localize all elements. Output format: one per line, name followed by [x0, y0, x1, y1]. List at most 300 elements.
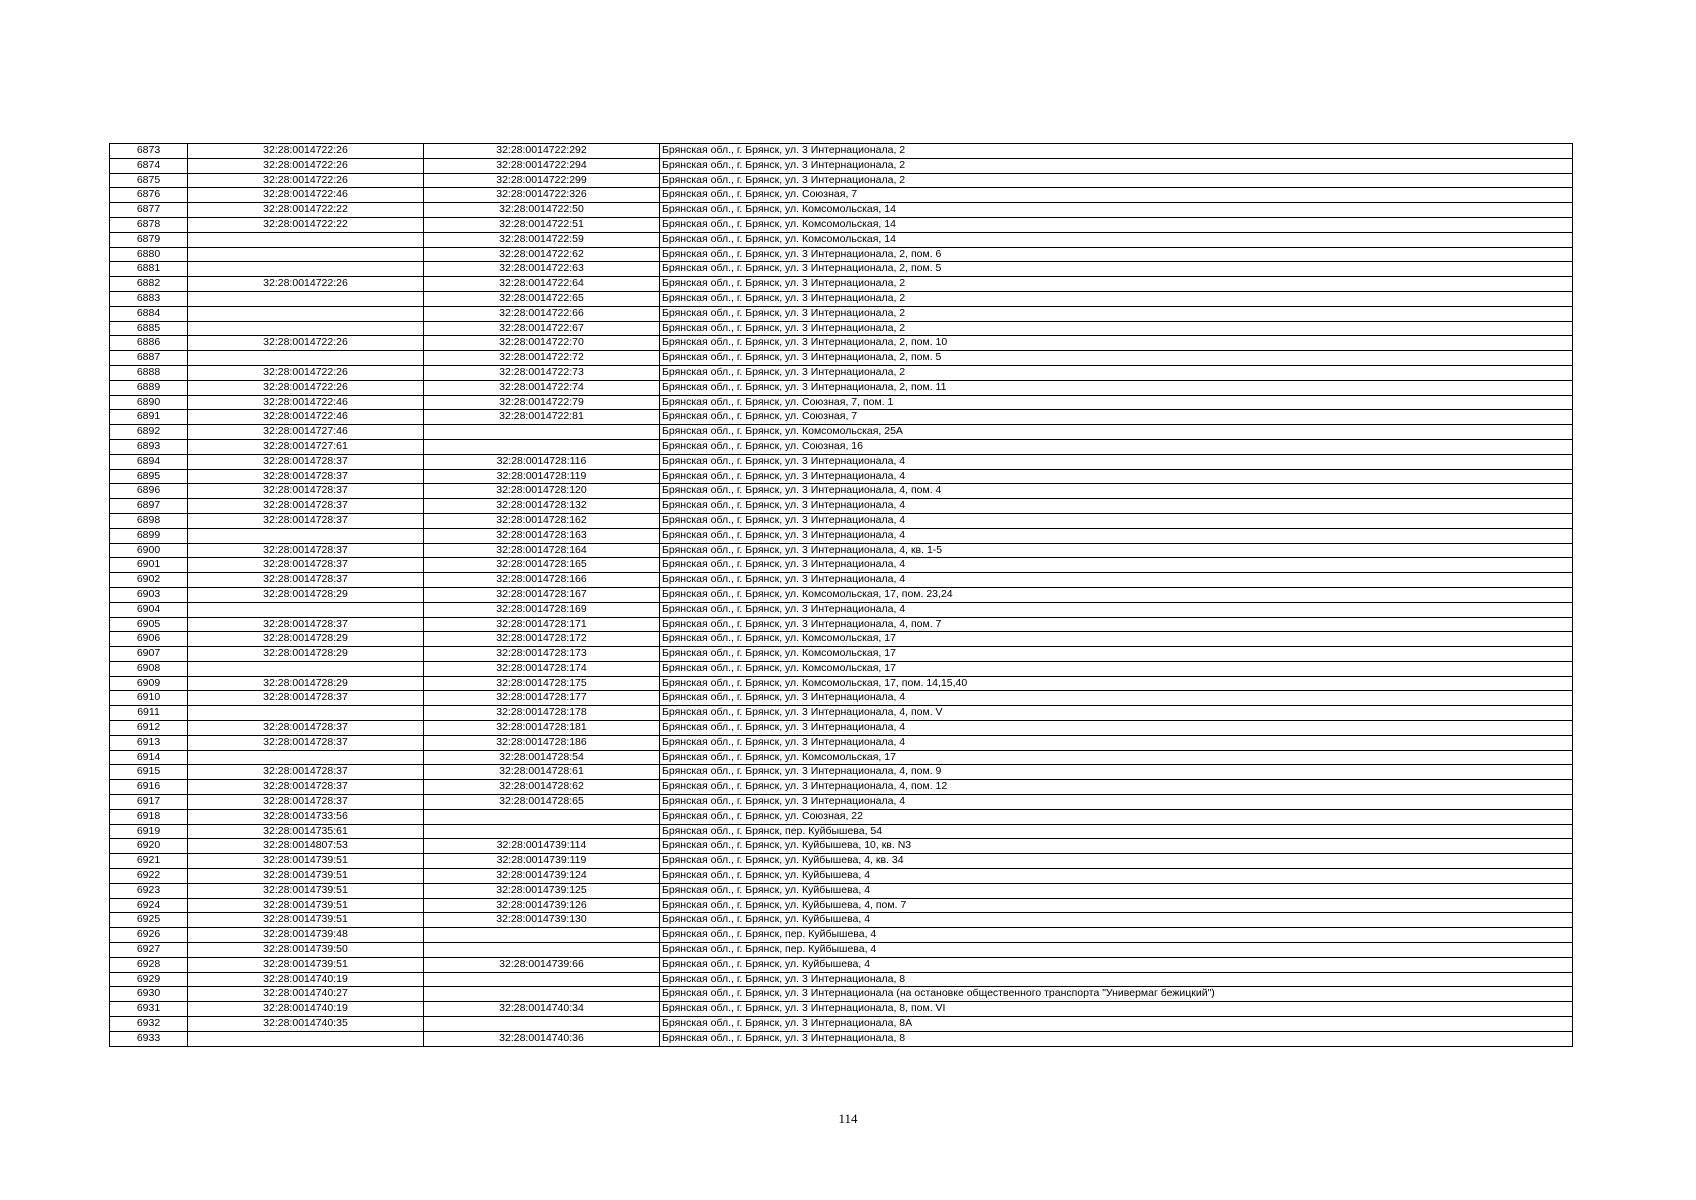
parcel-number-cell: 32:28:0014728:37 — [188, 573, 424, 588]
address-cell: Брянская обл., г. Брянск, ул. 3 Интернационала (на остановке общественного транспорта "Универмаг бежицкий") — [660, 987, 1573, 1002]
address-cell: Брянская обл., г. Брянск, ул. 3 Интернационала, 4 — [660, 558, 1573, 573]
parcel-number-cell — [188, 706, 424, 721]
object-number-cell: 32:28:0014728:54 — [424, 750, 660, 765]
row-number-cell: 6898 — [110, 513, 188, 528]
table-body — [110, 144, 1573, 1047]
object-number-cell: 32:28:0014740:34 — [424, 1002, 660, 1017]
address-cell: Брянская обл., г. Брянск, ул. 3 Интернационала, 2, пом. 5 — [660, 262, 1573, 277]
object-number-cell: 32:28:0014728:61 — [424, 765, 660, 780]
table-row — [110, 351, 1573, 366]
row-number-cell: 6907 — [110, 647, 188, 662]
table-row — [110, 795, 1573, 810]
object-number-cell: 32:28:0014722:62 — [424, 247, 660, 262]
row-number-cell: 6899 — [110, 528, 188, 543]
address-cell: Брянская обл., г. Брянск, ул. 3 Интернационала, 4 — [660, 795, 1573, 810]
address-cell: Брянская обл., г. Брянск, ул. 3 Интернационала, 2, пом. 6 — [660, 247, 1573, 262]
address-cell: Брянская обл., г. Брянск, ул. 3 Интернационала, 4 — [660, 602, 1573, 617]
address-cell: Брянская обл., г. Брянск, ул. Комсомольская, 17 — [660, 647, 1573, 662]
row-number-cell: 6901 — [110, 558, 188, 573]
row-number-cell: 6874 — [110, 158, 188, 173]
table-row — [110, 1017, 1573, 1032]
object-number-cell: 32:28:0014739:125 — [424, 883, 660, 898]
table-row — [110, 913, 1573, 928]
row-number-cell: 6930 — [110, 987, 188, 1002]
address-cell: Брянская обл., г. Брянск, ул. Союзная, 16 — [660, 439, 1573, 454]
object-number-cell: 32:28:0014739:66 — [424, 957, 660, 972]
row-number-cell: 6922 — [110, 869, 188, 884]
table-row — [110, 217, 1573, 232]
row-number-cell: 6875 — [110, 173, 188, 188]
address-cell: Брянская обл., г. Брянск, ул. 3 Интернационала, 8 — [660, 1031, 1573, 1046]
table-row — [110, 883, 1573, 898]
row-number-cell: 6920 — [110, 839, 188, 854]
parcel-number-cell: 32:28:0014739:51 — [188, 957, 424, 972]
table-row — [110, 735, 1573, 750]
row-number-cell: 6916 — [110, 780, 188, 795]
parcel-number-cell: 32:28:0014727:61 — [188, 439, 424, 454]
parcel-number-cell: 32:28:0014740:35 — [188, 1017, 424, 1032]
object-number-cell: 32:28:0014740:36 — [424, 1031, 660, 1046]
parcel-number-cell — [188, 291, 424, 306]
object-number-cell: 32:28:0014728:164 — [424, 543, 660, 558]
table-row — [110, 395, 1573, 410]
row-number-cell: 6914 — [110, 750, 188, 765]
address-cell: Брянская обл., г. Брянск, ул. 3 Интернационала, 4, пом. 7 — [660, 617, 1573, 632]
page-number: 114 — [838, 1111, 858, 1126]
address-cell: Брянская обл., г. Брянск, ул. 3 Интернационала, 2 — [660, 291, 1573, 306]
row-number-cell: 6909 — [110, 676, 188, 691]
address-cell: Брянская обл., г. Брянск, ул. Союзная, 7, пом. 1 — [660, 395, 1573, 410]
table-row — [110, 277, 1573, 292]
object-number-cell — [424, 987, 660, 1002]
address-cell: Брянская обл., г. Брянск, ул. Комсомольская, 14 — [660, 217, 1573, 232]
table-row — [110, 410, 1573, 425]
table-row — [110, 158, 1573, 173]
table-row — [110, 750, 1573, 765]
object-number-cell: 32:28:0014728:177 — [424, 691, 660, 706]
address-cell: Брянская обл., г. Брянск, ул. Куйбышева, 4, пом. 7 — [660, 898, 1573, 913]
address-cell: Брянская обл., г. Брянск, ул. 3 Интернационала, 2 — [660, 158, 1573, 173]
row-number-cell: 6893 — [110, 439, 188, 454]
row-number-cell: 6884 — [110, 306, 188, 321]
row-number-cell: 6885 — [110, 321, 188, 336]
object-number-cell: 32:28:0014739:130 — [424, 913, 660, 928]
parcel-number-cell: 32:28:0014722:26 — [188, 158, 424, 173]
object-number-cell: 32:28:0014728:116 — [424, 454, 660, 469]
table-row — [110, 809, 1573, 824]
table-row — [110, 780, 1573, 795]
object-number-cell: 32:28:0014728:174 — [424, 661, 660, 676]
row-number-cell: 6886 — [110, 336, 188, 351]
row-number-cell: 6918 — [110, 809, 188, 824]
row-number-cell: 6882 — [110, 277, 188, 292]
table-row — [110, 943, 1573, 958]
address-cell: Брянская обл., г. Брянск, ул. 3 Интернационала, 4 — [660, 469, 1573, 484]
row-number-cell: 6908 — [110, 661, 188, 676]
table-row — [110, 558, 1573, 573]
object-number-cell — [424, 809, 660, 824]
object-number-cell: 32:28:0014722:70 — [424, 336, 660, 351]
row-number-cell: 6933 — [110, 1031, 188, 1046]
row-number-cell: 6928 — [110, 957, 188, 972]
parcel-number-cell: 32:28:0014722:26 — [188, 365, 424, 380]
row-number-cell: 6876 — [110, 188, 188, 203]
object-number-cell — [424, 943, 660, 958]
object-number-cell: 32:28:0014728:186 — [424, 735, 660, 750]
row-number-cell: 6881 — [110, 262, 188, 277]
address-cell: Брянская обл., г. Брянск, ул. 3 Интернационала, 2, пом. 5 — [660, 351, 1573, 366]
object-number-cell: 32:28:0014728:178 — [424, 706, 660, 721]
object-number-cell: 32:28:0014728:167 — [424, 587, 660, 602]
parcel-number-cell: 32:28:0014722:26 — [188, 173, 424, 188]
address-cell: Брянская обл., г. Брянск, ул. 3 Интернационала, 2, пом. 11 — [660, 380, 1573, 395]
parcel-number-cell: 32:28:0014722:26 — [188, 144, 424, 159]
parcel-number-cell: 32:28:0014728:29 — [188, 647, 424, 662]
row-number-cell: 6911 — [110, 706, 188, 721]
row-number-cell: 6904 — [110, 602, 188, 617]
table-row — [110, 898, 1573, 913]
parcel-number-cell: 32:28:0014722:46 — [188, 188, 424, 203]
table-row — [110, 928, 1573, 943]
row-number-cell: 6889 — [110, 380, 188, 395]
parcel-number-cell: 32:28:0014728:29 — [188, 676, 424, 691]
object-number-cell: 32:28:0014722:292 — [424, 144, 660, 159]
parcel-number-cell: 32:28:0014728:29 — [188, 587, 424, 602]
table-row — [110, 721, 1573, 736]
parcel-number-cell — [188, 602, 424, 617]
object-number-cell: 32:28:0014728:62 — [424, 780, 660, 795]
object-number-cell — [424, 425, 660, 440]
table-row — [110, 632, 1573, 647]
object-number-cell: 32:28:0014739:114 — [424, 839, 660, 854]
object-number-cell: 32:28:0014722:63 — [424, 262, 660, 277]
row-number-cell: 6897 — [110, 499, 188, 514]
table-row — [110, 854, 1573, 869]
object-number-cell: 32:28:0014728:173 — [424, 647, 660, 662]
parcel-number-cell: 32:28:0014728:37 — [188, 735, 424, 750]
parcel-number-cell: 32:28:0014728:37 — [188, 795, 424, 810]
table-row — [110, 247, 1573, 262]
object-number-cell: 32:28:0014722:72 — [424, 351, 660, 366]
parcel-number-cell: 32:28:0014722:46 — [188, 410, 424, 425]
address-cell: Брянская обл., г. Брянск, ул. 3 Интернационала, 4, пом. 4 — [660, 484, 1573, 499]
table-row — [110, 144, 1573, 159]
row-number-cell: 6926 — [110, 928, 188, 943]
object-number-cell: 32:28:0014739:126 — [424, 898, 660, 913]
parcel-number-cell — [188, 661, 424, 676]
address-cell: Брянская обл., г. Брянск, ул. Комсомольская, 14 — [660, 232, 1573, 247]
object-number-cell: 32:28:0014728:172 — [424, 632, 660, 647]
address-cell: Брянская обл., г. Брянск, ул. Куйбышева, 4 — [660, 869, 1573, 884]
parcel-number-cell: 32:28:0014728:37 — [188, 558, 424, 573]
row-number-cell: 6925 — [110, 913, 188, 928]
object-number-cell: 32:28:0014728:163 — [424, 528, 660, 543]
row-number-cell: 6880 — [110, 247, 188, 262]
address-cell: Брянская обл., г. Брянск, ул. Куйбышева, 4, кв. 34 — [660, 854, 1573, 869]
row-number-cell: 6895 — [110, 469, 188, 484]
address-cell: Брянская обл., г. Брянск, ул. 3 Интернационала, 2 — [660, 173, 1573, 188]
table-row — [110, 972, 1573, 987]
parcel-number-cell: 32:28:0014728:37 — [188, 691, 424, 706]
address-cell: Брянская обл., г. Брянск, ул. 3 Интернационала, 2, пом. 10 — [660, 336, 1573, 351]
parcel-number-cell: 32:28:0014728:37 — [188, 765, 424, 780]
address-cell: Брянская обл., г. Брянск, ул. Союзная, 7 — [660, 410, 1573, 425]
address-cell: Брянская обл., г. Брянск, ул. Комсомольская, 17, пом. 14,15,40 — [660, 676, 1573, 691]
parcel-number-cell: 32:28:0014739:51 — [188, 854, 424, 869]
object-number-cell: 32:28:0014722:51 — [424, 217, 660, 232]
row-number-cell: 6891 — [110, 410, 188, 425]
row-number-cell: 6894 — [110, 454, 188, 469]
parcel-number-cell: 32:28:0014728:37 — [188, 484, 424, 499]
object-number-cell: 32:28:0014722:50 — [424, 203, 660, 218]
table-row — [110, 617, 1573, 632]
object-number-cell: 32:28:0014722:66 — [424, 306, 660, 321]
parcel-number-cell: 32:28:0014722:22 — [188, 217, 424, 232]
object-number-cell: 32:28:0014728:162 — [424, 513, 660, 528]
row-number-cell: 6887 — [110, 351, 188, 366]
address-cell: Брянская обл., г. Брянск, ул. Комсомольская, 14 — [660, 203, 1573, 218]
parcel-number-cell: 32:28:0014739:51 — [188, 898, 424, 913]
table-row — [110, 869, 1573, 884]
table-row — [110, 839, 1573, 854]
object-number-cell: 32:28:0014722:294 — [424, 158, 660, 173]
address-cell: Брянская обл., г. Брянск, ул. Комсомольская, 17 — [660, 632, 1573, 647]
object-number-cell: 32:28:0014722:299 — [424, 173, 660, 188]
parcel-number-cell: 32:28:0014728:37 — [188, 499, 424, 514]
object-number-cell: 32:28:0014722:64 — [424, 277, 660, 292]
row-number-cell: 6903 — [110, 587, 188, 602]
table-row — [110, 336, 1573, 351]
row-number-cell: 6912 — [110, 721, 188, 736]
parcel-number-cell: 32:28:0014740:19 — [188, 972, 424, 987]
parcel-number-cell: 32:28:0014735:61 — [188, 824, 424, 839]
address-cell: Брянская обл., г. Брянск, ул. 3 Интернационала, 8 — [660, 972, 1573, 987]
table-row — [110, 706, 1573, 721]
row-number-cell: 6917 — [110, 795, 188, 810]
address-cell: Брянская обл., г. Брянск, ул. 3 Интернационала, 4 — [660, 513, 1573, 528]
address-cell: Брянская обл., г. Брянск, ул. 3 Интернационала, 2 — [660, 365, 1573, 380]
address-cell: Брянская обл., г. Брянск, ул. 3 Интернационала, 4, кв. 1-5 — [660, 543, 1573, 558]
table-row — [110, 602, 1573, 617]
object-number-cell: 32:28:0014728:65 — [424, 795, 660, 810]
object-number-cell: 32:28:0014728:171 — [424, 617, 660, 632]
parcel-number-cell: 32:28:0014739:51 — [188, 869, 424, 884]
parcel-number-cell: 32:28:0014722:46 — [188, 395, 424, 410]
table-row — [110, 661, 1573, 676]
object-number-cell: 32:28:0014722:67 — [424, 321, 660, 336]
object-number-cell: 32:28:0014728:165 — [424, 558, 660, 573]
object-number-cell: 32:28:0014722:81 — [424, 410, 660, 425]
parcel-number-cell — [188, 306, 424, 321]
table-row — [110, 573, 1573, 588]
address-cell: Брянская обл., г. Брянск, ул. 3 Интернационала, 4 — [660, 573, 1573, 588]
parcel-number-cell: 32:28:0014728:37 — [188, 617, 424, 632]
address-cell: Брянская обл., г. Брянск, ул. 3 Интернационала, 2 — [660, 306, 1573, 321]
parcel-number-cell: 32:28:0014728:29 — [188, 632, 424, 647]
address-cell: Брянская обл., г. Брянск, ул. Союзная, 7 — [660, 188, 1573, 203]
object-number-cell: 32:28:0014722:74 — [424, 380, 660, 395]
table-row — [110, 203, 1573, 218]
parcel-number-cell — [188, 1031, 424, 1046]
row-number-cell: 6890 — [110, 395, 188, 410]
table-row — [110, 528, 1573, 543]
row-number-cell: 6931 — [110, 1002, 188, 1017]
address-cell: Брянская обл., г. Брянск, ул. 3 Интернационала, 4, пом. 12 — [660, 780, 1573, 795]
address-cell: Брянская обл., г. Брянск, ул. 3 Интернационала, 4 — [660, 735, 1573, 750]
object-number-cell: 32:28:0014728:119 — [424, 469, 660, 484]
table-row — [110, 173, 1573, 188]
table-row — [110, 499, 1573, 514]
table-row — [110, 1002, 1573, 1017]
table-row — [110, 291, 1573, 306]
address-cell: Брянская обл., г. Брянск, ул. 3 Интернационала, 4 — [660, 499, 1573, 514]
parcel-number-cell: 32:28:0014739:48 — [188, 928, 424, 943]
address-cell: Брянская обл., г. Брянск, ул. 3 Интернационала, 4, пом. V — [660, 706, 1573, 721]
row-number-cell: 6905 — [110, 617, 188, 632]
address-cell: Брянская обл., г. Брянск, ул. 3 Интернационала, 8А — [660, 1017, 1573, 1032]
object-number-cell: 32:28:0014728:181 — [424, 721, 660, 736]
object-number-cell — [424, 928, 660, 943]
row-number-cell: 6877 — [110, 203, 188, 218]
object-number-cell: 32:28:0014728:120 — [424, 484, 660, 499]
table-row — [110, 365, 1573, 380]
parcel-number-cell: 32:28:0014728:37 — [188, 543, 424, 558]
table-row — [110, 1031, 1573, 1046]
object-number-cell: 32:28:0014722:326 — [424, 188, 660, 203]
address-cell: Брянская обл., г. Брянск, ул. Комсомольская, 25А — [660, 425, 1573, 440]
table-row — [110, 321, 1573, 336]
table-row — [110, 543, 1573, 558]
parcel-number-cell: 32:28:0014740:27 — [188, 987, 424, 1002]
parcel-number-cell — [188, 528, 424, 543]
parcel-number-cell: 32:28:0014807:53 — [188, 839, 424, 854]
parcel-number-cell — [188, 262, 424, 277]
object-number-cell: 32:28:0014722:79 — [424, 395, 660, 410]
address-cell: Брянская обл., г. Брянск, ул. Куйбышева, 10, кв. N3 — [660, 839, 1573, 854]
parcel-number-cell — [188, 750, 424, 765]
row-number-cell: 6888 — [110, 365, 188, 380]
parcel-number-cell: 32:28:0014728:37 — [188, 469, 424, 484]
parcel-number-cell — [188, 351, 424, 366]
address-cell: Брянская обл., г. Брянск, ул. 3 Интернационала, 2 — [660, 277, 1573, 292]
parcel-number-cell — [188, 232, 424, 247]
address-cell: Брянская обл., г. Брянск, ул. Куйбышева, 4 — [660, 913, 1573, 928]
table-row — [110, 380, 1573, 395]
row-number-cell: 6883 — [110, 291, 188, 306]
table-row — [110, 232, 1573, 247]
table-row — [110, 824, 1573, 839]
object-number-cell — [424, 972, 660, 987]
row-number-cell: 6924 — [110, 898, 188, 913]
object-number-cell: 32:28:0014728:169 — [424, 602, 660, 617]
parcel-number-cell: 32:28:0014739:51 — [188, 913, 424, 928]
table-row — [110, 425, 1573, 440]
table-row — [110, 987, 1573, 1002]
parcel-number-cell: 32:28:0014722:26 — [188, 380, 424, 395]
table-row — [110, 676, 1573, 691]
parcel-number-cell: 32:28:0014722:26 — [188, 277, 424, 292]
row-number-cell: 6896 — [110, 484, 188, 499]
table-row — [110, 513, 1573, 528]
row-number-cell: 6923 — [110, 883, 188, 898]
object-number-cell: 32:28:0014739:124 — [424, 869, 660, 884]
address-cell: Брянская обл., г. Брянск, пер. Куйбышева, 4 — [660, 928, 1573, 943]
parcel-number-cell: 32:28:0014728:37 — [188, 513, 424, 528]
table-row — [110, 262, 1573, 277]
row-number-cell: 6929 — [110, 972, 188, 987]
row-number-cell: 6913 — [110, 735, 188, 750]
object-number-cell: 32:28:0014728:175 — [424, 676, 660, 691]
object-number-cell: 32:28:0014722:59 — [424, 232, 660, 247]
address-cell: Брянская обл., г. Брянск, пер. Куйбышева, 54 — [660, 824, 1573, 839]
table-row — [110, 647, 1573, 662]
row-number-cell: 6902 — [110, 573, 188, 588]
table-row — [110, 765, 1573, 780]
row-number-cell: 6892 — [110, 425, 188, 440]
address-cell: Брянская обл., г. Брянск, ул. 3 Интернационала, 4, пом. 9 — [660, 765, 1573, 780]
table-row — [110, 439, 1573, 454]
parcel-number-cell — [188, 321, 424, 336]
address-cell: Брянская обл., г. Брянск, ул. Комсомольская, 17, пом. 23,24 — [660, 587, 1573, 602]
object-number-cell — [424, 824, 660, 839]
parcel-number-cell: 32:28:0014739:51 — [188, 883, 424, 898]
address-cell: Брянская обл., г. Брянск, ул. 3 Интернационала, 4 — [660, 454, 1573, 469]
object-number-cell — [424, 1017, 660, 1032]
parcel-number-cell — [188, 247, 424, 262]
object-number-cell — [424, 439, 660, 454]
row-number-cell: 6910 — [110, 691, 188, 706]
row-number-cell: 6900 — [110, 543, 188, 558]
address-cell: Брянская обл., г. Брянск, ул. Куйбышева, 4 — [660, 883, 1573, 898]
row-number-cell: 6873 — [110, 144, 188, 159]
address-cell: Брянская обл., г. Брянск, ул. 3 Интернационала, 4 — [660, 721, 1573, 736]
table-row — [110, 188, 1573, 203]
object-number-cell: 32:28:0014722:65 — [424, 291, 660, 306]
parcel-number-cell: 32:28:0014722:22 — [188, 203, 424, 218]
address-cell: Брянская обл., г. Брянск, ул. Куйбышева, 4 — [660, 957, 1573, 972]
table-row — [110, 587, 1573, 602]
row-number-cell: 6932 — [110, 1017, 188, 1032]
parcel-number-cell: 32:28:0014727:46 — [188, 425, 424, 440]
table-row — [110, 454, 1573, 469]
object-number-cell: 32:28:0014739:119 — [424, 854, 660, 869]
table-row — [110, 484, 1573, 499]
address-cell: Брянская обл., г. Брянск, ул. 3 Интернационала, 4 — [660, 528, 1573, 543]
address-cell: Брянская обл., г. Брянск, ул. 3 Интернационала, 8, пом. VI — [660, 1002, 1573, 1017]
address-cell: Брянская обл., г. Брянск, ул. 3 Интернационала, 2 — [660, 321, 1573, 336]
parcel-number-cell: 32:28:0014739:50 — [188, 943, 424, 958]
cadastral-table — [109, 143, 1573, 1047]
address-cell: Брянская обл., г. Брянск, ул. 3 Интернационала, 2 — [660, 144, 1573, 159]
table-row — [110, 957, 1573, 972]
object-number-cell: 32:28:0014728:132 — [424, 499, 660, 514]
address-cell: Брянская обл., г. Брянск, ул. Союзная, 22 — [660, 809, 1573, 824]
parcel-number-cell: 32:28:0014728:37 — [188, 454, 424, 469]
parcel-number-cell: 32:28:0014728:37 — [188, 780, 424, 795]
address-cell: Брянская обл., г. Брянск, пер. Куйбышева, 4 — [660, 943, 1573, 958]
row-number-cell: 6927 — [110, 943, 188, 958]
row-number-cell: 6921 — [110, 854, 188, 869]
address-cell: Брянская обл., г. Брянск, ул. Комсомольская, 17 — [660, 661, 1573, 676]
parcel-number-cell: 32:28:0014733:56 — [188, 809, 424, 824]
row-number-cell: 6906 — [110, 632, 188, 647]
table-row — [110, 691, 1573, 706]
table-row — [110, 469, 1573, 484]
row-number-cell: 6878 — [110, 217, 188, 232]
object-number-cell: 32:28:0014722:73 — [424, 365, 660, 380]
parcel-number-cell: 32:28:0014728:37 — [188, 721, 424, 736]
address-cell: Брянская обл., г. Брянск, ул. Комсомольская, 17 — [660, 750, 1573, 765]
